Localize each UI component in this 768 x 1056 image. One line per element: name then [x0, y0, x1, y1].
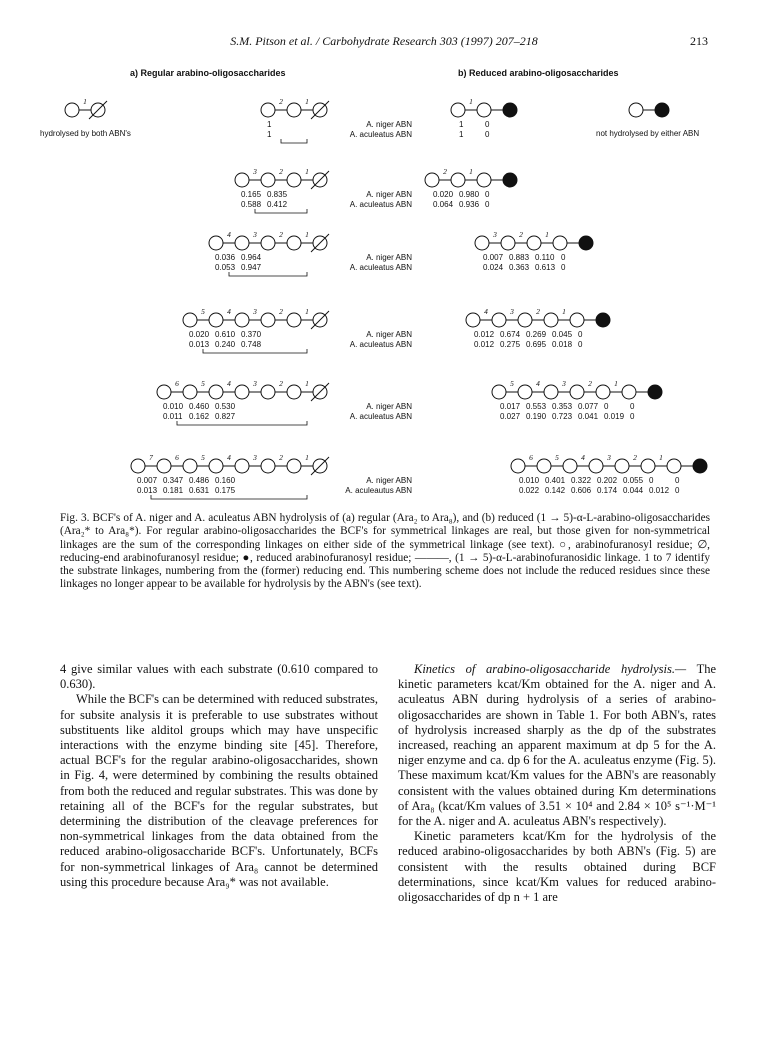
bcf-aculeatus-regular: 0.013: [189, 340, 210, 349]
symmetry-bracket: [281, 139, 307, 143]
row3-b-linkage-number: 2: [536, 307, 540, 316]
row4-a-linkage-number: 3: [253, 379, 257, 388]
row3-b-linkage-number: 4: [484, 307, 488, 316]
bcf-niger-regular: 0.010: [163, 402, 184, 411]
bcf-niger-reduced: 0: [649, 476, 654, 485]
bcf-aculeatus-reduced: 0.174: [597, 486, 618, 495]
bcf-niger-reduced: 0.045: [552, 330, 573, 339]
note-not-hydrolysed: not hydrolysed by either ABN: [596, 129, 700, 138]
right-paragraph-1: The kinetic parameters kcat/Km obtained for the A. niger and A. aculeatus ABN during hydrolysis of a series of arabino-oligosaccharides are shown in Table 1. For both ABN's, rates of hydrolysis increased sharply as the dp of the substrates increased, reaching an apparent maximum at dp 5 for the A. niger enzyme and ca. dp 6 for the A. aculeatus enzyme (Fig. 5). These maximum kcat/Km values for the ABN's are reasonably consistent with the values obtained during Km determinations of Ara₈ (kcat/Km values of 3.51 × 10⁴ and 2.84 × 10⁵ s⁻¹·M⁻¹ for the A. niger and A. aculeatus ABN's respectively).: [398, 662, 716, 829]
bcf-niger-reduced: 0.007: [483, 253, 504, 262]
row5-b-residue: [589, 459, 603, 473]
row4-a-residue: [157, 385, 171, 399]
bcf-aculeatus-regular: 0.827: [215, 412, 236, 421]
bcf-niger-reduced: 0: [675, 476, 680, 485]
row4-b-residue: [492, 385, 506, 399]
bcf-niger-regular: 0.165: [241, 190, 262, 199]
row5-a-linkage-number: 6: [175, 453, 179, 462]
enzyme-label-niger: A. niger ABN: [366, 476, 412, 485]
row3-b-residue: [466, 313, 480, 327]
page-number: 213: [690, 34, 708, 48]
right-column: [398, 662, 716, 905]
dimer-b-residue: [629, 103, 643, 117]
bcf-niger-reduced: 0: [604, 402, 609, 411]
bcf-aculeatus-reduced: 0.019: [604, 412, 625, 421]
row5-a-residue: [287, 459, 301, 473]
row1-a-linkage-number: 3: [253, 167, 257, 176]
row3-b-linkage-number: 1: [562, 307, 566, 316]
row2-a-residue: [209, 236, 223, 250]
bcf-niger-reduced: 0.010: [519, 476, 540, 485]
row4-a-linkage-number: 5: [201, 379, 205, 388]
enzyme-label-aculeatus: A. aculeatus ABN: [349, 412, 412, 421]
row3-b-reduced-residue: [596, 313, 610, 327]
row5-a-linkage-number: 1: [305, 453, 309, 462]
bcf-niger-reduced: 0: [578, 330, 583, 339]
running-title: S.M. Pitson et al. / Carbohydrate Research 303 (1997) 207–218: [230, 34, 538, 48]
row5-a-residue: [261, 459, 275, 473]
bcf-aculeatus-reduced: 0: [630, 412, 635, 421]
row0-b-residue: [451, 103, 465, 117]
row5-a-linkage-number: 2: [279, 453, 283, 462]
bcf-aculeatus-reduced: 0.018: [552, 340, 573, 349]
row3-a-residue: [209, 313, 223, 327]
row2-a-linkage-number: 4: [227, 230, 231, 239]
row2-a-linkage-number: 2: [279, 230, 283, 239]
row5-b-residue: [537, 459, 551, 473]
row2-b-linkage-number: 2: [519, 230, 523, 239]
bcf-aculeatus-reduced: 0.613: [535, 263, 556, 272]
bcf-niger-reduced: 0.980: [459, 190, 480, 199]
row4-b-residue: [518, 385, 532, 399]
row2-a-residue: [235, 236, 249, 250]
row5-b-linkage-number: 5: [555, 453, 559, 462]
bcf-niger-reduced: 0.055: [623, 476, 644, 485]
row3-b-residue: [544, 313, 558, 327]
row2-a-residue: [287, 236, 301, 250]
section-heading: Kinetics of arabino-oligosaccharide hydrolysis.—: [414, 662, 687, 676]
bcf-aculeatus-reduced: 0.142: [545, 486, 566, 495]
row5-b-residue: [563, 459, 577, 473]
row0-a-residue: [287, 103, 301, 117]
left-paragraph-1: 4 give similar values with each substrate (0.610 compared to 0.630).: [60, 662, 378, 692]
row2-a-residue: [261, 236, 275, 250]
row0-a-linkage-number: 1: [305, 97, 309, 106]
row3-a-residue: [183, 313, 197, 327]
row3-b-residue: [570, 313, 584, 327]
bcf-niger-regular: 0.835: [267, 190, 288, 199]
bcf-aculeatus-regular: 0.011: [163, 412, 183, 421]
bcf-niger-reduced: 0.353: [552, 402, 573, 411]
bcf-niger-reduced: 0.110: [535, 253, 555, 262]
enzyme-label-aculeatus: A. aculeatus ABN: [349, 263, 412, 272]
bcf-niger-reduced: 0.322: [571, 476, 592, 485]
row5-b-linkage-number: 3: [607, 453, 611, 462]
row5-a-residue: [157, 459, 171, 473]
row5-b-linkage-number: 1: [659, 453, 663, 462]
figure-caption: Fig. 3. BCF's of A. niger and A. aculeatus ABN hydrolysis of (a) regular (Ara₂ to Ara₈), and (b) reduced (1 → 5)-α-L-arabino-oligosaccharides (Ara₂* to Ara₈*). For regular arabino-oligosaccharides the BCF's for symmetrical linkages are real, but those given for non-symmetrical linkages are the sum of the corresponding linkages on either side of the symmetrical linkage (see text). ○, arabinofuranosyl residue; ∅, reducing-end arabinofuranosyl residue; ●, reduced arabinofuranosyl residue; ———, (1 → 5)-α-L-arabinofuranosidic linkage. 1 to 7 identify the substrate linkages, numbering from the (former) reducing end. This numbering scheme does not include the reduced residues since these linkages no longer appear to be available for hydrolysis by the ABN's (see text).: [60, 512, 710, 591]
row4-b-linkage-number: 5: [510, 379, 514, 388]
row2-a-linkage-number: 1: [305, 230, 309, 239]
bcf-aculeatus-regular: 0.013: [137, 486, 158, 495]
bcf-aculeatus-regular: 0.181: [163, 486, 184, 495]
row5-b-residue: [511, 459, 525, 473]
row5-a-residue: [235, 459, 249, 473]
bcf-aculeatus-reduced: 0.012: [649, 486, 670, 495]
bcf-aculeatus-reduced: 0: [578, 340, 583, 349]
row1-b-residue: [451, 173, 465, 187]
row3-b-residue: [518, 313, 532, 327]
row4-a-residue: [261, 385, 275, 399]
row0-b-linkage-number: 1: [469, 97, 473, 106]
row1-b-linkage-number: 2: [443, 167, 447, 176]
row4-b-reduced-residue: [648, 385, 662, 399]
row4-b-linkage-number: 3: [562, 379, 566, 388]
bcf-aculeatus-reduced: 0.723: [552, 412, 573, 421]
bcf-niger-regular: 0.486: [189, 476, 210, 485]
row4-b-residue: [596, 385, 610, 399]
enzyme-label-niger: A. niger ABN: [366, 190, 412, 199]
row1-a-residue: [287, 173, 301, 187]
row4-b-linkage-number: 1: [614, 379, 618, 388]
bcf-niger-reduced: 0.674: [500, 330, 521, 339]
row2-b-residue: [475, 236, 489, 250]
dimer-a-linkage-number: 1: [83, 97, 87, 106]
row1-b-reduced-residue: [503, 173, 517, 187]
row2-b-residue: [527, 236, 541, 250]
bcf-aculeatus-reduced: 0.064: [433, 200, 454, 209]
bcf-niger-reduced: 0.883: [509, 253, 530, 262]
enzyme-label-niger: A. niger ABN: [366, 402, 412, 411]
bcf-niger-regular: 0.964: [241, 253, 262, 262]
row1-a-linkage-number: 1: [305, 167, 309, 176]
dimer-b-reduced-residue: [655, 103, 669, 117]
bcf-niger-reduced: 0.012: [474, 330, 495, 339]
bcf-aculeatus-reduced: 0: [561, 263, 566, 272]
row1-a-residue: [261, 173, 275, 187]
note-hydrolysed: hydrolysed by both ABN's: [40, 129, 131, 138]
bcf-niger-reduced: 0: [630, 402, 635, 411]
bcf-aculeatus-regular: 0.175: [215, 486, 236, 495]
enzyme-label-aculeatus: A. aculeautus ABN: [345, 486, 412, 495]
bcf-niger-reduced: 0: [485, 120, 490, 129]
bcf-aculeatus-reduced: 0.606: [571, 486, 592, 495]
row4-a-linkage-number: 2: [279, 379, 283, 388]
row3-a-linkage-number: 2: [279, 307, 283, 316]
bcf-niger-regular: 1: [267, 120, 272, 129]
bcf-aculeatus-reduced: 0.190: [526, 412, 547, 421]
right-paragraph-2: Kinetic parameters kcat/Km for the hydrolysis of the reduced arabino-oligosaccharides by both ABN's (Fig. 5) are consistent with the results obtained during BCF determinations, since kcat/Km values for reduced arabino-oligosaccharides of dp n + 1 are: [398, 829, 716, 905]
bcf-niger-regular: 0.036: [215, 253, 236, 262]
row5-a-linkage-number: 3: [253, 453, 257, 462]
enzyme-label-niger: A. niger ABN: [366, 120, 412, 129]
bcf-niger-reduced: 0: [485, 190, 490, 199]
row2-b-reduced-residue: [579, 236, 593, 250]
row1-a-residue: [235, 173, 249, 187]
row4-a-residue: [235, 385, 249, 399]
bcf-aculeatus-regular: 0.588: [241, 200, 262, 209]
bcf-aculeatus-reduced: 0.044: [623, 486, 644, 495]
bcf-aculeatus-reduced: 0.024: [483, 263, 504, 272]
panel-b-title: b) Reduced arabino-oligosaccharides: [458, 68, 619, 78]
row3-b-residue: [492, 313, 506, 327]
bcf-niger-reduced: 1: [459, 120, 464, 129]
enzyme-label-aculeatus: A. aculeatus ABN: [349, 340, 412, 349]
bcf-aculeatus-regular: 0.631: [189, 486, 210, 495]
row1-a-linkage-number: 2: [279, 167, 283, 176]
bcf-niger-reduced: 0.077: [578, 402, 599, 411]
bcf-aculeatus-reduced: 0: [675, 486, 680, 495]
bcf-niger-reduced: 0.017: [500, 402, 521, 411]
bcf-aculeatus-regular: 0.053: [215, 263, 236, 272]
row5-b-reduced-residue: [693, 459, 707, 473]
row2-b-linkage-number: 3: [493, 230, 497, 239]
bcf-aculeatus-regular: 0.162: [189, 412, 210, 421]
row0-b-residue: [477, 103, 491, 117]
bcf-aculeatus-reduced: 0.363: [509, 263, 530, 272]
bcf-niger-regular: 0.347: [163, 476, 184, 485]
row5-b-residue: [667, 459, 681, 473]
enzyme-label-aculeatus: A. aculeatus ABN: [349, 200, 412, 209]
bcf-aculeatus-reduced: 0.022: [519, 486, 540, 495]
row3-a-linkage-number: 4: [227, 307, 231, 316]
bcf-aculeatus-reduced: 0: [485, 200, 490, 209]
bcf-aculeatus-regular: 0.412: [267, 200, 288, 209]
bcf-aculeatus-reduced: 0.695: [526, 340, 547, 349]
bcf-niger-regular: 0.530: [215, 402, 236, 411]
bcf-aculeatus-reduced: 0.012: [474, 340, 495, 349]
row5-a-residue: [209, 459, 223, 473]
enzyme-label-niger: A. niger ABN: [366, 253, 412, 262]
row3-a-linkage-number: 5: [201, 307, 205, 316]
bcf-niger-reduced: 0.269: [526, 330, 547, 339]
row4-b-residue: [622, 385, 636, 399]
row5-b-linkage-number: 6: [529, 453, 533, 462]
bcf-aculeatus-regular: 0.240: [215, 340, 236, 349]
row4-a-residue: [183, 385, 197, 399]
row5-b-residue: [641, 459, 655, 473]
bcf-aculeatus-reduced: 0.275: [500, 340, 521, 349]
left-column: [60, 662, 378, 890]
left-paragraph-2: While the BCF's can be determined with reduced substrates, for subsite analysis it is preferable to use substrates without substituents like alditol groups which may have unspecific interactions with the enzyme binding site [45]. Therefore, actual BCF's for the regular arabino-oligosaccharides, shown in Fig. 4, were determined by combining the results obtained from both the reduced and regular substrates. This was done by retaining all of the BCF's for the regular substrates, but determining the distribution of the cleavage preferences for non-symmetrical linkages from the data obtained from the reduced arabino-oligosaccharide BCF's. Unfortunately, BCFs for non-symmetrical linkages of Ara₈ cannot be determined using this procedure because Ara₉* was not available.: [60, 692, 378, 889]
row4-b-linkage-number: 4: [536, 379, 540, 388]
row3-a-residue: [235, 313, 249, 327]
bcf-niger-regular: 0.610: [215, 330, 236, 339]
row4-a-residue: [287, 385, 301, 399]
row2-b-residue: [553, 236, 567, 250]
bcf-niger-regular: 0.370: [241, 330, 262, 339]
enzyme-label-niger: A. niger ABN: [366, 330, 412, 339]
row5-b-linkage-number: 4: [581, 453, 585, 462]
row1-b-residue: [477, 173, 491, 187]
bcf-niger-regular: 0.160: [215, 476, 236, 485]
enzyme-label-aculeatus: A. aculeatus ABN: [349, 130, 412, 139]
row4-a-linkage-number: 1: [305, 379, 309, 388]
row4-b-residue: [570, 385, 584, 399]
row4-a-linkage-number: 4: [227, 379, 231, 388]
row0-a-residue: [261, 103, 275, 117]
bcf-niger-reduced: 0.020: [433, 190, 454, 199]
bcf-aculeatus-reduced: 0.041: [578, 412, 599, 421]
bcf-niger-regular: 0.460: [189, 402, 210, 411]
bcf-aculeatus-regular: 0.947: [241, 263, 262, 272]
row0-a-linkage-number: 2: [279, 97, 283, 106]
bcf-aculeatus-reduced: 0.027: [500, 412, 521, 421]
row5-a-linkage-number: 7: [149, 453, 153, 462]
bcf-aculeatus-reduced: 1: [459, 130, 464, 139]
bcf-aculeatus-regular: 0.748: [241, 340, 262, 349]
bcf-niger-regular: 0.007: [137, 476, 158, 485]
row1-b-residue: [425, 173, 439, 187]
bcf-niger-reduced: 0.553: [526, 402, 547, 411]
row5-b-residue: [615, 459, 629, 473]
row1-b-linkage-number: 1: [469, 167, 473, 176]
row5-a-linkage-number: 4: [227, 453, 231, 462]
row4-b-linkage-number: 2: [588, 379, 592, 388]
bcf-aculeatus-reduced: 0.936: [459, 200, 480, 209]
row2-a-linkage-number: 3: [253, 230, 257, 239]
bcf-niger-reduced: 0: [561, 253, 566, 262]
bcf-niger-regular: 0.020: [189, 330, 210, 339]
row4-a-linkage-number: 6: [175, 379, 179, 388]
row5-a-linkage-number: 5: [201, 453, 205, 462]
row3-a-residue: [287, 313, 301, 327]
row0-b-reduced-residue: [503, 103, 517, 117]
row5-a-residue: [131, 459, 145, 473]
row3-a-residue: [261, 313, 275, 327]
row3-b-linkage-number: 3: [510, 307, 514, 316]
bcf-niger-reduced: 0.202: [597, 476, 618, 485]
row4-b-residue: [544, 385, 558, 399]
dimer-a-residue: [65, 103, 79, 117]
panel-a-title: a) Regular arabino-oligosaccharides: [130, 68, 286, 78]
bcf-niger-reduced: 0.401: [545, 476, 566, 485]
row2-b-linkage-number: 1: [545, 230, 549, 239]
bcf-aculeatus-regular: 1: [267, 130, 272, 139]
row5-b-linkage-number: 2: [633, 453, 637, 462]
row5-a-residue: [183, 459, 197, 473]
bcf-aculeatus-reduced: 0: [485, 130, 490, 139]
row2-b-residue: [501, 236, 515, 250]
row3-a-linkage-number: 3: [253, 307, 257, 316]
row3-a-linkage-number: 1: [305, 307, 309, 316]
row4-a-residue: [209, 385, 223, 399]
